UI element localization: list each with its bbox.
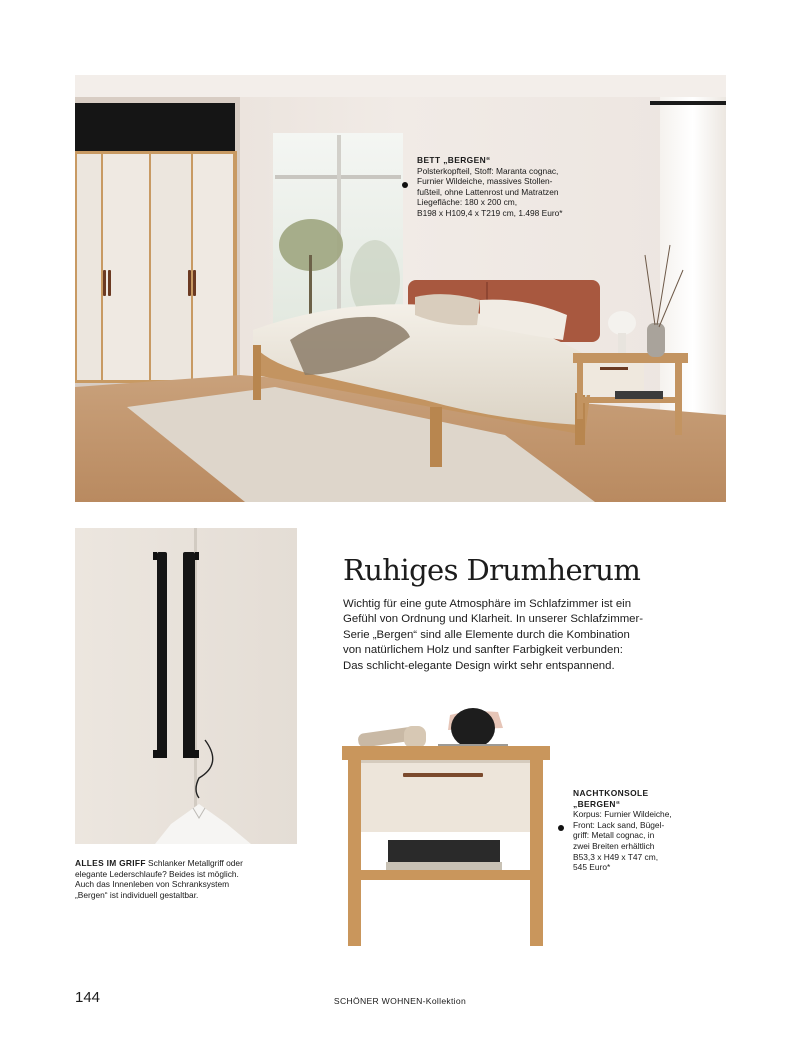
article-title: Ruhiges Drumherum — [343, 553, 641, 587]
wardrobe-handle-photo — [75, 528, 297, 844]
nightstand-caption-heading: „BERGEN“ — [573, 798, 621, 809]
bed-caption-line: Polsterkopfteil, Stoff: Maranta cognac, — [417, 165, 559, 176]
handle-caption — [75, 858, 305, 900]
nightstand-caption — [573, 788, 713, 873]
handle-caption-first-text: Schlanker Metallgriff oder — [145, 858, 243, 868]
handle-caption-first-line — [75, 858, 305, 869]
handle-caption-lead: ALLES IM GRIFF — [75, 858, 146, 868]
bed-caption-line: fußteil, ohne Lattenrost und Matratzen — [417, 186, 559, 197]
article-body — [343, 597, 723, 674]
nightstand-caption-line: B53,3 x H49 x T47 cm, — [573, 851, 659, 862]
bedroom-photo — [75, 75, 726, 502]
bed-caption-heading: BETT „BERGEN“ — [417, 155, 491, 165]
handle-caption-line: Auch das Innenleben von Schranksystem — [75, 879, 230, 890]
article-line: Wichtig für eine gute Atmosphäre im Schlafzimmer ist ein — [343, 598, 632, 610]
footer-magazine-title: SCHÖNER WOHNEN-Kollektion — [333, 996, 467, 1006]
article-line: von natürlichem Holz und sanfter Farbigkeit verbunden: — [343, 644, 623, 657]
nightstand-caption-line: Front: Lack sand, Bügel- — [573, 819, 665, 830]
page-number: 144 — [75, 989, 101, 1006]
handle-caption-line: „Bergen“ ist individuell gestaltbar. — [75, 889, 199, 900]
handle-caption-line: elegante Lederschlaufe? Beides ist möglich. — [75, 868, 239, 879]
bed-caption-line: Furnier Wildeiche, massives Stollen- — [417, 176, 553, 187]
nightstand-caption-line: griff: Metall cognac, in — [573, 830, 655, 841]
bullet-dot-icon — [558, 825, 564, 831]
nightstand-caption-line: 545 Euro* — [573, 862, 611, 873]
nightstand-photo — [338, 690, 556, 952]
nightstand-caption-heading: NACHTKONSOLE — [573, 788, 649, 798]
article-line: Gefühl von Ordnung und Klarheit. In unserer Schlafzimmer- — [343, 613, 644, 626]
article-line: Serie „Bergen“ sind alle Elemente durch die Kombination — [343, 628, 630, 641]
nightstand-caption-line: zwei Breiten erhältlich — [573, 840, 655, 851]
bullet-dot-icon — [402, 182, 408, 188]
bed-caption — [417, 155, 647, 219]
bed-caption-line: Liegefläche: 180 x 200 cm, — [417, 197, 518, 208]
bed-caption-line: B198 x H109,4 x T219 cm, 1.498 Euro* — [417, 207, 563, 218]
nightstand-caption-line: Korpus: Furnier Wildeiche, — [573, 809, 672, 820]
article-line: Das schlicht-elegante Design wirkt sehr entspannend. — [343, 659, 615, 672]
